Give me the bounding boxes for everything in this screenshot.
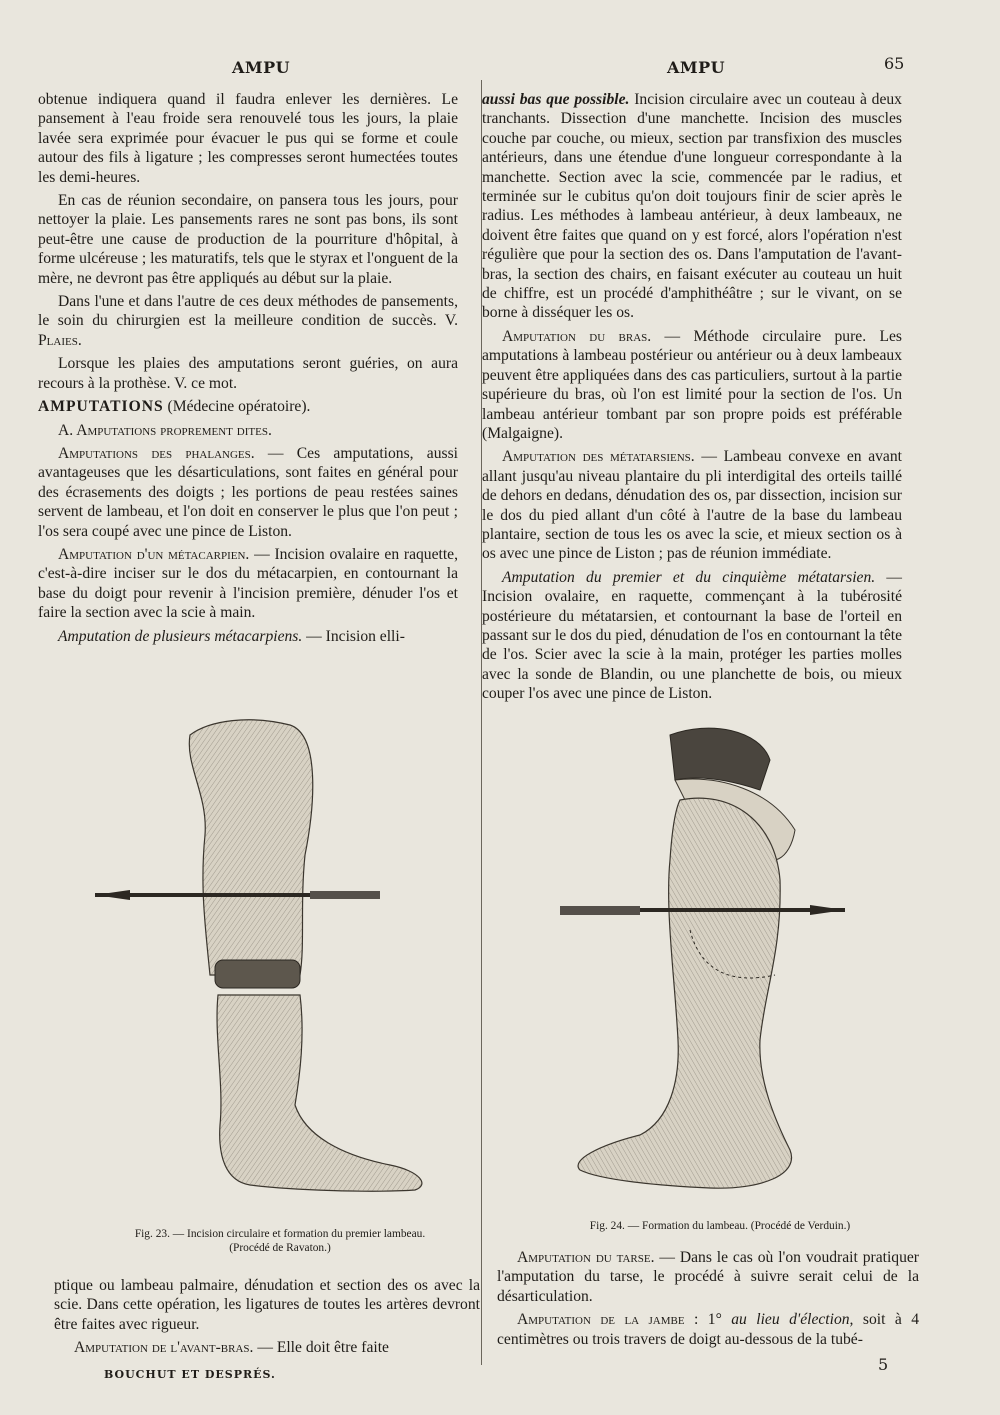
- entry-heading-italic: Amputation du premier et du cinquième métatarsien.: [502, 568, 876, 586]
- leg-amputation-drawing-verduin: [560, 720, 860, 1200]
- paragraph: [482, 90, 902, 323]
- entry-heading: Amputations des phalanges.: [58, 444, 255, 462]
- paragraph-text: Incision circulaire avec un couteau à deux tranchants. Dissection d'une manchette. Incision des muscles couche par couche, ou mieux, section par transfixion des muscles antérieurs, dans une étendue d'une longueur correspondante à la manchette. Section avec la scie, commencée par le radius, et terminée sur le cubitus qu'on doit toujours finir de scier après le radius. Les méthodes à lambeau antérieur, à deux lambeaux, ne doivent être faites que quand on y est forcé, alors l'opération n'est régulière que pour la section des os. Dans l'amputation de l'avant-bras, la section des chairs, en faisant exécuter au couteau un huit de chiffre, est un procédé d'amphithéâtre ; sur le vivant, on se borne à disséquer les os.: [482, 91, 902, 322]
- page-number: 65: [884, 54, 905, 73]
- paragraph: [38, 545, 458, 623]
- paragraph: obtenue indiquera quand il faudra enlever les dernières. Le pansement à l'eau froide sera renouvelé tous les jours, la plaie lavée sera exprimée pour évacuer le pus qui se forme et coule autour des fils à ligature ; les compresses seront humectées toutes les demi-heures.: [38, 91, 458, 186]
- running-head-left: AMPU: [232, 58, 291, 77]
- entry-text: — Ces amputations, aussi avantageuses que les désarticulations, sont faites en général pour des écrasements des doigts ; les portions de peau restées saines servent de lambeau, et l'on doit en conserver le plus que l'on peut ; l'os sera coupé avec une pince de Liston.: [38, 444, 458, 540]
- paragraph: [497, 1248, 919, 1306]
- paragraph: [54, 1338, 480, 1357]
- left-column-top: [38, 90, 458, 650]
- right-column-top: [482, 90, 902, 708]
- paragraph: [38, 444, 458, 541]
- caption-line: (Procédé de Ravaton.): [229, 1242, 331, 1254]
- entry-text: — Méthode circulaire pure. Les amputations à lambeau postérieur ou antérieur ou à deux lambeaux peuvent être appliquées dans des cas particuliers, surtout à la partie supérieure du bras, où l'on est limité pour la section de l'os. Un lambeau antérieur tombant par son propre poids est préférable (Malgaigne).: [482, 327, 902, 442]
- paragraph: [38, 627, 458, 646]
- italic-phrase: aussi bas que possible.: [482, 91, 630, 108]
- figure-23-caption: [70, 1227, 490, 1255]
- leg-amputation-drawing-ravaton: [90, 715, 470, 1195]
- paragraph: ptique ou lambeau palmaire, dénudation et section des os avec la scie. Dans cette opération, les ligatures de toutes les artères devront être faites avec rigueur.: [54, 1277, 480, 1333]
- entry-text: soit à 4 centimètres ou trois travers de doigt au-dessous de la tubé-: [497, 1311, 919, 1348]
- entry-text: — Incision ovalaire, en raquette, commençant à la tubérosité postérieure du métatarsien, et contournant la base de l'orteil en passant sur le dos du pied, dénudation de l'os en contournant la tête de l'os. Scier avec la scie à la main, protéger les parties molles avec la sonde de Blandin, ou une planchette de bois, ou mieux couper l'os avec une pince de Liston.: [482, 568, 903, 703]
- entry-text: — Incision elli-: [302, 627, 405, 645]
- entry-text: — Elle doit être faite: [253, 1339, 389, 1357]
- entry-heading: Amputation de la jambe :: [517, 1311, 699, 1329]
- paragraph: [482, 327, 902, 443]
- paragraph-text: Dans l'une et dans l'autre de ces deux méthodes de pansements, le soin du chirurgien est la meilleure condition de succès. V.: [38, 293, 458, 330]
- entry-heading: Amputation du tarse.: [517, 1249, 655, 1266]
- right-column-bottom: [497, 1248, 919, 1353]
- caption-line: Fig. 23. — Incision circulaire et formation du premier lambeau.: [134, 1228, 426, 1240]
- entry-text: — Incision ovalaire en raquette, c'est-à-dire inciser sur le dos du métacarpien, en contournant la base du doigt pour revenir à l'incision première, dénuder l'os et faire la section avec la scie à main.: [38, 545, 459, 622]
- paragraph: Lorsque les plaies des amputations seront guéries, on aura recours à la prothèse. V. ce mot.: [38, 355, 458, 392]
- footer-authors: BOUCHUT ET DESPRÉS.: [104, 1368, 276, 1381]
- running-head-right: AMPU: [667, 58, 726, 77]
- subsection-heading: A. Amputations proprement dites.: [58, 421, 272, 439]
- entry-heading: Amputation du bras.: [502, 327, 652, 345]
- paragraph: [38, 292, 458, 350]
- figure-24-caption: Fig. 24. — Formation du lambeau. (Procédé de Verduin.): [589, 1220, 851, 1232]
- figure-23-illustration: [90, 715, 470, 1195]
- paragraph: [482, 447, 902, 563]
- figure-24-illustration: [560, 720, 860, 1200]
- entry-text: — Dans le cas où l'on voudrait pratiquer l'amputation du tarse, le procédé à suivre serait celui de la désarticulation.: [497, 1249, 919, 1305]
- cross-reference: Plaies.: [38, 331, 82, 349]
- entry-heading: Amputation d'un métacarpien.: [58, 545, 250, 563]
- left-column-bottom: [54, 1276, 480, 1362]
- italic-phrase: au lieu d'élection,: [731, 1311, 854, 1329]
- entry-heading: Amputation des métatarsiens.: [502, 448, 695, 466]
- section-title-sub: (Médecine opératoire).: [163, 398, 311, 416]
- paragraph: [497, 1310, 919, 1349]
- section-title-main: AMPUTATIONS: [38, 398, 164, 416]
- entry-text: 1°: [698, 1311, 732, 1329]
- section-title: [38, 397, 458, 416]
- signature-mark: 5: [878, 1355, 889, 1374]
- entry-heading: Amputation de l'avant-bras.: [74, 1339, 254, 1357]
- entry-heading-italic: Amputation de plusieurs métacarpiens.: [58, 627, 303, 645]
- entry-text: — Lambeau convexe en avant allant jusqu'au niveau plantaire du pli interdigital des orteils taillé de dehors en dedans, dénudation des os, par dissection, incision sur le dos du pied allant d'un côté à l'autre de la base du lambeau plantaire, section de tous les os avec la scie, et mieux section os à os avec une pince de Liston ; pas de réunion immédiate.: [482, 448, 902, 563]
- paragraph: En cas de réunion secondaire, on pansera tous les jours, pour nettoyer la plaie. Les pansements rares ne sont pas bons, ils sont peut-être une cause de production de la pourriture d'hôpital, à forme ulcéreuse ; les maturatifs, tels que le styrax et l'onguent de la mère, ne devront pas être appliqués au début sur la plaie.: [38, 192, 458, 287]
- paragraph: [482, 568, 902, 704]
